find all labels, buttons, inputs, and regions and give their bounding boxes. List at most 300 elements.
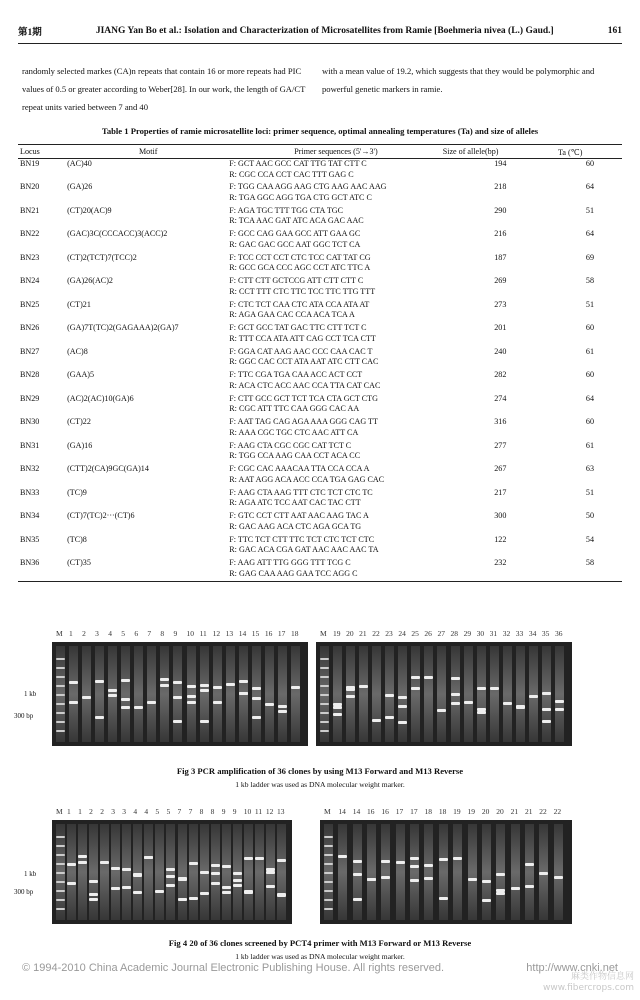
fig4-gel-left bbox=[52, 820, 292, 924]
gel-lane bbox=[477, 646, 486, 742]
lane-label: 9 bbox=[221, 807, 226, 816]
gel-lane bbox=[89, 824, 98, 920]
locus-cell: BN34 bbox=[20, 511, 40, 520]
primer-reverse: R: GAC GAC GCC AAT GGC TCT CA bbox=[229, 239, 361, 249]
lane-label: 24 bbox=[398, 629, 406, 638]
motif-cell: (GA)26 bbox=[67, 182, 93, 191]
lane-label: 14 bbox=[238, 629, 247, 638]
table-row bbox=[18, 417, 622, 441]
primer-reverse: R: GAG CAA AAG GAA TCC AGG C bbox=[229, 568, 358, 578]
locus-cell: BN27 bbox=[20, 346, 40, 356]
locus-cell: BN24 bbox=[20, 276, 40, 285]
primer-cell bbox=[229, 206, 442, 230]
gel-lane bbox=[211, 824, 220, 920]
gel-lane bbox=[539, 824, 548, 920]
lane-label: 34 bbox=[528, 629, 537, 638]
gel-lane bbox=[490, 646, 499, 742]
lane-label: 20 bbox=[346, 629, 354, 638]
fig3-gels bbox=[52, 629, 572, 746]
primer-forward: F: TTC CGA TGA CAA ACC ACT CCT bbox=[229, 370, 363, 379]
gel-lane bbox=[69, 646, 78, 742]
lane-label: M bbox=[320, 629, 327, 638]
lane-label-row bbox=[320, 807, 572, 817]
gel-lane bbox=[453, 824, 462, 920]
table-row bbox=[18, 347, 622, 371]
gel-lane bbox=[385, 646, 394, 742]
size-cell: 232 bbox=[443, 558, 558, 582]
lane-label: 13 bbox=[225, 629, 234, 638]
primer-cell bbox=[229, 417, 442, 441]
size-cell: 282 bbox=[494, 370, 507, 379]
lane-label: 3 bbox=[122, 807, 127, 816]
gel-lane bbox=[78, 824, 87, 920]
ta-cell: 51 bbox=[585, 487, 595, 497]
site-watermark bbox=[543, 972, 634, 994]
page-footer bbox=[22, 962, 618, 974]
lane-label: 7 bbox=[147, 629, 152, 638]
lane-label: 18 bbox=[424, 807, 432, 816]
gel-lane bbox=[226, 646, 235, 742]
fig4-marker-1kb: 1 kb bbox=[24, 870, 37, 878]
lane-label: 1 bbox=[78, 807, 82, 816]
fig4-gel-right bbox=[320, 820, 572, 924]
lane-label: 20 bbox=[481, 807, 490, 816]
gel-lane bbox=[222, 824, 231, 920]
primer-cell bbox=[229, 558, 442, 582]
table-row bbox=[18, 464, 622, 488]
gel-lane bbox=[244, 824, 253, 920]
locus-cell: BN30 bbox=[20, 417, 40, 426]
primer-reverse: R: AGA ATC TCC AAT CAC TAC CTT bbox=[229, 498, 361, 507]
gel-lane bbox=[252, 646, 261, 742]
col-primer: Primer sequences (5'→3') bbox=[229, 145, 442, 159]
page-number: 161 bbox=[607, 25, 622, 36]
primer-cell bbox=[229, 229, 442, 253]
gel-lane bbox=[338, 824, 347, 920]
motif-cell: (CT)21 bbox=[67, 299, 91, 309]
lane-label: 13 bbox=[276, 807, 285, 816]
primer-cell bbox=[229, 464, 442, 488]
col-motif: Motif bbox=[67, 145, 229, 159]
locus-cell: BN28 bbox=[20, 370, 40, 379]
locus-cell: BN36 bbox=[18, 558, 67, 582]
primer-forward: F: AAG CTA AAG TTT CTC TCT CTC TC bbox=[229, 487, 373, 497]
gel-lane bbox=[542, 646, 551, 742]
size-cell: 122 bbox=[494, 534, 507, 544]
fig3-marker-1kb: 1 kb bbox=[24, 690, 37, 698]
locus-cell: BN31 bbox=[20, 440, 40, 450]
gel-lane bbox=[278, 646, 287, 742]
primer-forward: F: GTC CCT CTT AAT AAC AAG TAC A bbox=[229, 511, 369, 520]
gel-lane bbox=[554, 824, 563, 920]
lane-label: 18 bbox=[290, 629, 299, 638]
fig3-marker-300bp: 300 bp bbox=[14, 712, 34, 720]
size-cell: 240 bbox=[494, 346, 507, 356]
gel-lane bbox=[468, 824, 477, 920]
lane-label: 3 bbox=[111, 807, 115, 816]
primer-forward: F: AAG ATT TTG GGG TTT TCG C bbox=[229, 558, 351, 567]
lane-label: 8 bbox=[199, 807, 204, 816]
lane-label: 4 bbox=[108, 629, 112, 638]
lane-label: 25 bbox=[411, 629, 419, 638]
lane-label: 8 bbox=[210, 807, 215, 816]
locus-cell: BN20 bbox=[20, 182, 40, 191]
gel-lane bbox=[122, 824, 131, 920]
body-right-column: with a mean value of 19.2, which suggests that they would be polymorphic and powerful genetic markers in ramie. bbox=[322, 66, 595, 94]
ta-cell: 64 bbox=[585, 393, 595, 403]
lane-label: 8 bbox=[160, 629, 165, 638]
lane-label: 11 bbox=[199, 629, 207, 638]
motif-cell: (AC)40 bbox=[67, 159, 92, 168]
lane-label: 21 bbox=[510, 807, 519, 816]
lane-label: 5 bbox=[155, 807, 160, 816]
lane-label: 1 bbox=[67, 807, 71, 816]
size-cell: 274 bbox=[494, 393, 507, 403]
gel-lane bbox=[439, 824, 448, 920]
locus-cell: BN33 bbox=[20, 487, 40, 497]
motif-cell: (CT)22 bbox=[67, 417, 91, 426]
gel-lane bbox=[372, 646, 381, 742]
ta-cell: 54 bbox=[585, 534, 595, 544]
ta-cell: 58 bbox=[558, 558, 622, 582]
primer-cell bbox=[229, 370, 442, 394]
primer-cell bbox=[229, 347, 442, 371]
table-row bbox=[18, 276, 622, 300]
ta-cell: 50 bbox=[585, 511, 595, 520]
footer-url[interactable]: http://www.cnki.net bbox=[526, 962, 618, 974]
gel-lane bbox=[173, 646, 182, 742]
primer-cell bbox=[229, 535, 442, 559]
ta-cell: 51 bbox=[585, 299, 595, 309]
gel-lane bbox=[144, 824, 153, 920]
lane-label: 4 bbox=[144, 807, 149, 816]
watermark-line2: www.fibercrops.com bbox=[543, 983, 634, 993]
motif-cell: (AC)2(AC)10(GA)6 bbox=[67, 393, 134, 403]
gel-lane bbox=[178, 824, 187, 920]
gel-lane bbox=[437, 646, 446, 742]
primer-cell bbox=[229, 300, 442, 324]
motif-cell: (GA)26(AC)2 bbox=[67, 276, 113, 285]
locus-cell: BN32 bbox=[20, 464, 40, 473]
lane-label: 14 bbox=[338, 807, 346, 816]
size-cell: 269 bbox=[494, 276, 507, 285]
size-cell: 300 bbox=[494, 511, 507, 520]
lane-label: 2 bbox=[82, 629, 86, 638]
gel-lane bbox=[451, 646, 460, 742]
lane-label: 2 bbox=[89, 807, 93, 816]
ta-cell: 61 bbox=[585, 440, 595, 450]
gel-lane bbox=[410, 824, 419, 920]
table-row bbox=[18, 558, 622, 582]
ta-cell: 60 bbox=[585, 370, 595, 379]
table-row bbox=[18, 535, 622, 559]
lane-label: 16 bbox=[264, 629, 273, 638]
size-cell: 218 bbox=[494, 182, 507, 191]
size-cell: 273 bbox=[494, 299, 507, 309]
gel-lane bbox=[147, 646, 156, 742]
gel-lane bbox=[200, 646, 209, 742]
table-row bbox=[18, 159, 622, 183]
table-row bbox=[18, 370, 622, 394]
locus-cell: BN35 bbox=[20, 534, 40, 544]
primer-reverse: R: TGA GGC AGG TGA CTG GCT ATC C bbox=[229, 192, 372, 202]
lane-label: 26 bbox=[424, 629, 432, 638]
gel-lane bbox=[277, 824, 286, 920]
gel-lane bbox=[56, 646, 65, 742]
primer-forward: F: TGG CAA AGG AAG CTG AAG AAC AAG bbox=[229, 182, 387, 191]
copyright-text: © 1994-2010 China Academic Journal Electronic Publishing House. All rights reserved. bbox=[22, 962, 445, 974]
lane-label: 2 bbox=[100, 807, 104, 816]
gel-lane bbox=[189, 824, 198, 920]
gel-lane bbox=[516, 646, 525, 742]
gel-lane bbox=[424, 824, 433, 920]
gel-lane bbox=[200, 824, 209, 920]
locus-cell: BN25 bbox=[20, 299, 40, 309]
gel-lane bbox=[324, 824, 333, 920]
gel-lane bbox=[525, 824, 534, 920]
ta-cell: 61 bbox=[585, 346, 595, 356]
lane-label: 9 bbox=[173, 629, 178, 638]
gel-lane bbox=[511, 824, 520, 920]
motif-cell: (CT)7(TC)2···(CT)6 bbox=[67, 511, 135, 520]
motif-cell: (GAA)5 bbox=[67, 370, 95, 379]
primer-cell bbox=[229, 159, 442, 183]
gel-lane bbox=[291, 646, 300, 742]
lane-label: 31 bbox=[489, 629, 498, 638]
lane-label: 35 bbox=[541, 629, 550, 638]
lane-label: 21 bbox=[359, 629, 367, 638]
lane-label: 30 bbox=[476, 629, 485, 638]
table-row bbox=[18, 182, 622, 206]
primer-forward: F: GCT GCC TAT GAC TTC CTT TCT C bbox=[229, 323, 367, 332]
lane-label-row bbox=[52, 807, 292, 817]
motif-cell: (CTT)2(CA)9GC(GA)14 bbox=[67, 464, 149, 473]
primer-forward: F: AGA TGC TTT TGG CTA TGC bbox=[229, 205, 344, 215]
primer-forward: F: TTC TCT CTT TTC TCT CTC TCT CTC bbox=[229, 534, 375, 544]
size-cell: 217 bbox=[494, 487, 507, 497]
gel-lane bbox=[255, 824, 264, 920]
primer-forward: F: CTC TCT CAA CTC ATA CCA ATA AT bbox=[229, 299, 370, 309]
lane-label: M bbox=[324, 807, 331, 816]
lane-label: 15 bbox=[251, 629, 260, 638]
col-size: Size of allele(bp) bbox=[443, 145, 558, 159]
size-cell: 290 bbox=[494, 205, 507, 215]
gel-lane bbox=[160, 646, 169, 742]
lane-label: 20 bbox=[496, 807, 504, 816]
ta-cell: 60 bbox=[585, 159, 595, 168]
lane-label: 3 bbox=[95, 629, 99, 638]
lane-label: 16 bbox=[381, 807, 389, 816]
table-row bbox=[18, 229, 622, 253]
primer-cell bbox=[229, 511, 442, 535]
locus-cell: BN22 bbox=[20, 229, 40, 238]
gel-lane bbox=[367, 824, 376, 920]
lane-label: 17 bbox=[277, 629, 286, 638]
lane-label: M bbox=[56, 629, 63, 638]
gel-lane bbox=[346, 646, 355, 742]
table-row bbox=[18, 488, 622, 512]
table-row bbox=[18, 300, 622, 324]
gel-lane bbox=[155, 824, 164, 920]
gel-lane bbox=[134, 646, 143, 742]
lane-label: 33 bbox=[515, 629, 524, 638]
fig3-gel-right bbox=[316, 642, 572, 746]
ta-cell: 63 bbox=[585, 464, 595, 473]
col-locus: Locus bbox=[18, 145, 67, 159]
journal-issue: 第1期 bbox=[18, 27, 42, 38]
primer-forward: F: CTT CTT GCTCCG ATT CTT CTT C bbox=[229, 276, 364, 285]
lane-label: 16 bbox=[367, 807, 375, 816]
motif-cell: (TC)9 bbox=[67, 487, 87, 497]
gel-lane bbox=[320, 646, 329, 742]
lane-label: 5 bbox=[166, 807, 171, 816]
primer-cell bbox=[229, 253, 442, 277]
motif-cell: (GA)16 bbox=[67, 440, 93, 450]
lane-label: 9 bbox=[232, 807, 237, 816]
gel-lane bbox=[111, 824, 120, 920]
ta-cell: 60 bbox=[585, 417, 595, 426]
primer-reverse: R: GAC AAG ACA CTC AGA GCA TG bbox=[229, 521, 362, 531]
gel-lane bbox=[108, 646, 117, 742]
lane-label: 17 bbox=[395, 807, 404, 816]
table-row bbox=[18, 394, 622, 418]
lane-label: 5 bbox=[121, 629, 125, 638]
primer-reverse: R: CCT TTT CTC TTC TCC TTC TTG TTT bbox=[229, 286, 376, 296]
size-cell: 277 bbox=[494, 440, 507, 450]
primer-cell bbox=[229, 488, 442, 512]
gel-lane bbox=[133, 824, 142, 920]
gel-lane bbox=[353, 824, 362, 920]
primer-reverse: R: AGA GAA CAC CCA ACA TCA A bbox=[229, 310, 355, 319]
body-left-column: randomly selected markes (CA)n repeats that contain 16 or more repeats had PIC values of 0.5 or greater according to Weber[28]. In our work, the length of GA/CT repeat units varied between 7 and 40 bbox=[22, 66, 306, 112]
gel-lane bbox=[266, 824, 275, 920]
locus-cell: BN21 bbox=[20, 205, 40, 215]
table-row bbox=[18, 511, 622, 535]
watermark-line1: 麻类作物信息网 bbox=[570, 972, 634, 982]
size-cell: 187 bbox=[494, 252, 507, 262]
primer-reverse: R: AAA CGC TGC CTC AAC ATT CA bbox=[229, 427, 359, 437]
lane-label: 22 bbox=[372, 629, 380, 638]
lane-label: 27 bbox=[437, 629, 445, 638]
lane-label: 22 bbox=[553, 807, 562, 816]
gel-lane bbox=[67, 824, 76, 920]
primer-reverse: R: GCC GCA CCC AGC CCT ATC TTC A bbox=[229, 263, 371, 272]
locus-cell: BN29 bbox=[20, 393, 40, 403]
motif-cell: (GA)7T(TC)2(GAGAAA)2(GA)7 bbox=[67, 323, 179, 332]
lane-label: 19 bbox=[453, 807, 461, 816]
lane-label: 28 bbox=[450, 629, 459, 638]
primer-cell bbox=[229, 323, 442, 347]
gel-lane bbox=[396, 824, 405, 920]
primer-cell bbox=[229, 394, 442, 418]
primer-forward: F: GCC CAG GAA GCC ATT GAA GC bbox=[229, 229, 361, 238]
primer-forward: F: CTT GCC GCT TCT TCA CTA GCT CTG bbox=[229, 393, 378, 403]
running-title: JIANG Yan Bo et al.: Isolation and Characterization of Microsatellites from Ramie [Boehmeria nivea (L.) Gaud.] bbox=[95, 25, 554, 36]
table-row bbox=[18, 206, 622, 230]
fig4-gels bbox=[52, 807, 572, 924]
gel-lane bbox=[213, 646, 222, 742]
ta-cell: 60 bbox=[585, 323, 595, 332]
primer-reverse: R: AAT AGG ACA ACC CCA TGA GAG CAC bbox=[229, 474, 385, 484]
gel-lane bbox=[359, 646, 368, 742]
ta-cell: 64 bbox=[585, 229, 595, 238]
lane-label: 36 bbox=[554, 629, 563, 638]
gel-lane bbox=[82, 646, 91, 742]
lane-label-row bbox=[316, 629, 572, 639]
gel-lane bbox=[529, 646, 538, 742]
ta-cell: 69 bbox=[585, 252, 595, 262]
lane-label: 21 bbox=[524, 807, 533, 816]
ta-cell: 64 bbox=[585, 182, 595, 191]
lane-label: 12 bbox=[265, 807, 274, 816]
fig4-subcaption: 1 kb ladder was used as DNA molecular weight marker. bbox=[235, 952, 405, 961]
lane-label: 22 bbox=[539, 807, 547, 816]
motif-cell: (CT)2(TCT)7(TCC)2 bbox=[67, 252, 137, 262]
motif-cell: (CT)35 bbox=[67, 558, 229, 582]
gel-lane bbox=[424, 646, 433, 742]
lane-label: 4 bbox=[133, 807, 138, 816]
table-header-row bbox=[18, 145, 622, 159]
gel-lane bbox=[482, 824, 491, 920]
ta-cell: 58 bbox=[585, 276, 595, 285]
gel-lane bbox=[95, 646, 104, 742]
fig3-caption: Fig 3 PCR amplification of 36 clones by using M13 Forward and M13 Reverse bbox=[176, 766, 464, 776]
gel-lane bbox=[503, 646, 512, 742]
primer-cell bbox=[229, 182, 442, 206]
gel-lane bbox=[187, 646, 196, 742]
col-ta: Ta (℃) bbox=[558, 145, 622, 159]
fig3-gel-left bbox=[52, 642, 308, 746]
motif-cell: (GAC)3C(CCCACC)3(ACC)2 bbox=[67, 229, 168, 238]
locus-cell: BN26 bbox=[20, 323, 40, 332]
lane-label: 18 bbox=[438, 807, 447, 816]
gel-lane bbox=[166, 824, 175, 920]
lane-label: M bbox=[56, 807, 63, 816]
primer-reverse: R: GAC ACA CGA GAT AAC AAC AAC TA bbox=[229, 545, 379, 554]
gel-lane bbox=[555, 646, 564, 742]
primer-forward: F: CGC CAC AAACAA TTA CCA CCA A bbox=[229, 464, 370, 473]
fig4-caption: Fig 4 20 of 36 clones screened by PCT4 primer with M13 Forward or M13 Reverse bbox=[168, 938, 472, 948]
primer-reverse: R: TTT CCA ATA ATT CAG CCT TCA CTT bbox=[229, 333, 376, 343]
size-cell: 201 bbox=[494, 323, 507, 332]
motif-cell: (TC)8 bbox=[67, 534, 87, 544]
table-row bbox=[18, 441, 622, 465]
lane-label-row bbox=[52, 629, 308, 639]
lane-label: 29 bbox=[463, 629, 472, 638]
lane-label: 32 bbox=[502, 629, 511, 638]
gel-lane bbox=[496, 824, 505, 920]
lane-label: 1 bbox=[69, 629, 73, 638]
primer-cell bbox=[229, 276, 442, 300]
primer-forward: F: GGA CAT AAG AAC CCC CAA CAC T bbox=[229, 346, 373, 356]
gel-lane bbox=[398, 646, 407, 742]
gel-lane bbox=[121, 646, 130, 742]
gel-lane bbox=[464, 646, 473, 742]
lane-label: 14 bbox=[352, 807, 361, 816]
primer-reverse: R: TCA AAC GAT ATC ACA GAC AAC bbox=[229, 216, 364, 225]
gel-lane bbox=[233, 824, 242, 920]
fig3-subcaption: 1 kb ladder was used as DNA molecular weight marker. bbox=[235, 780, 405, 789]
ta-cell: 51 bbox=[585, 205, 595, 215]
gel-lane bbox=[411, 646, 420, 742]
primer-reverse: R: ACA CTC ACC AAC CCA TTA CAT CAC bbox=[229, 380, 381, 390]
gel-lane bbox=[333, 646, 342, 742]
gel-lane bbox=[100, 824, 109, 920]
motif-cell: (AC)8 bbox=[67, 346, 88, 356]
primer-forward: F: GCT AAC GCC CAT TTG TAT CTT C bbox=[229, 159, 367, 168]
primer-forward: F: TCC CCT CCT CTC TCC CAT TAT CG bbox=[229, 252, 371, 262]
table-row bbox=[18, 323, 622, 347]
